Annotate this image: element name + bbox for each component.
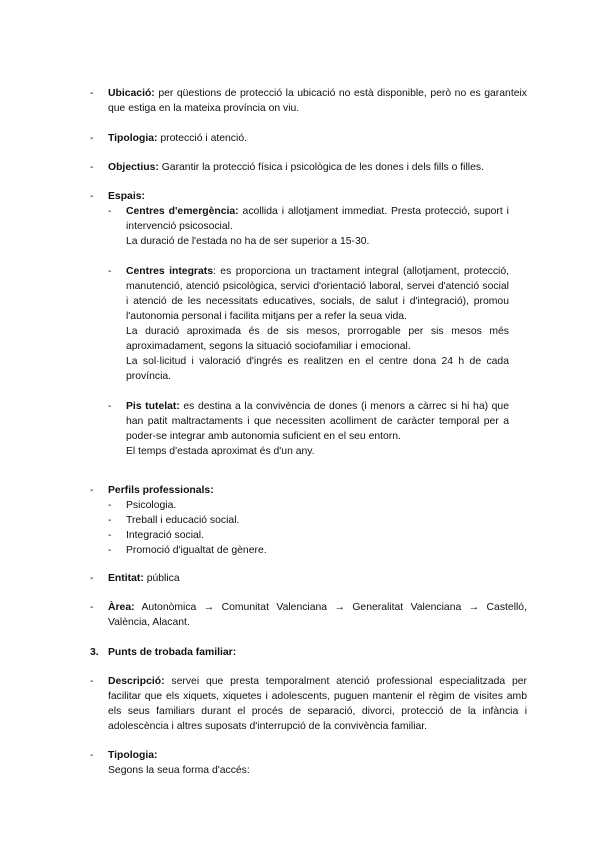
area-label: Àrea:	[108, 602, 135, 613]
tipologia2-entry	[90, 748, 527, 778]
sub-bullet-dash: -	[108, 500, 112, 511]
area-text: Autonòmica → Comunitat Valenciana → Generalitat Valenciana → Castelló, València, Alacant.	[108, 602, 527, 628]
tutelat-temps: El temps d'estada aproximat és d'un any.	[126, 446, 315, 457]
emergencia-label: Centres d'emergència:	[126, 206, 239, 217]
bullet-dash: -	[90, 191, 94, 202]
integrats-duracio: La duració aproximada és de sis mesos, prorrogable per sis mesos més aproximadament, segons la situació sociofamiliar i emocional.	[126, 326, 509, 352]
perfils-label: Perfils professionals:	[108, 485, 214, 496]
integrats-sollicitud: La sol·licitud i valoració d'ingrés es realitzen en el centre dona 24 h de cada província.	[126, 356, 509, 382]
bullet-dash: -	[90, 485, 94, 496]
bullet-dash: -	[90, 676, 94, 687]
sub-bullet-dash: -	[108, 401, 112, 412]
perfil-item	[108, 513, 527, 528]
section-title: Punts de trobada familiar:	[108, 647, 237, 658]
perfil-item-text: Promoció d'igualtat de gènere.	[126, 545, 267, 556]
integrats-subitem	[108, 264, 509, 384]
tipologia2-text: Segons la seua forma d'accés:	[108, 765, 250, 776]
emergencia-duracio: La duració de l'estada no ha de ser superior a 15-30.	[126, 236, 370, 247]
integrats-text: : es proporciona un tractament integral (allotjament, protecció, manutenció, atenció psicològica, servici d'orientació laboral, servei d'atenció social i atenció de les necessitats educatives, socials, de salut i d'integració), promou l'autonomia personal i facilita mitjans per a refer la seua vida.	[126, 266, 510, 322]
integrats-label: Centres integrats	[126, 266, 213, 277]
sub-bullet-dash: -	[108, 266, 112, 277]
ubicacio-text: per qüestions de protecció la ubicació no està disponible, però no es garanteix que estiga en la mateixa província on viu.	[108, 88, 527, 114]
bullet-dash: -	[90, 133, 94, 144]
emergencia-subitem	[108, 204, 509, 249]
sub-bullet-dash: -	[108, 515, 112, 526]
perfil-item	[108, 528, 527, 543]
descripcio-entry	[90, 674, 527, 734]
entitat-label: Entitat:	[108, 573, 144, 584]
tipologia-entry	[90, 131, 527, 146]
ubicacio-label: Ubicació:	[108, 88, 155, 99]
sub-bullet-dash: -	[108, 206, 112, 217]
bullet-dash: -	[90, 573, 94, 584]
perfil-item-text: Integració social.	[126, 530, 204, 541]
section-heading	[90, 645, 527, 660]
sub-bullet-dash: -	[108, 545, 112, 556]
objectius-label: Objectius:	[108, 162, 159, 173]
descripcio-text: servei que presta temporalment atenció professional especialitzada per facilitar que els xiquets, xiquetes i adolescents, puguen mantenir el règim de visites amb els seus familiars durant el procés de separació, divorci, protecció de la infància i adolescència i altres suposats d'interrupció de la convivència familiar.	[108, 676, 527, 732]
emergencia-text: acollida i allotjament immediat. Presta protecció, suport i intervenció psicosocial.	[126, 206, 509, 232]
espais-entry	[90, 189, 527, 459]
tipologia-label: Tipologia:	[108, 133, 158, 144]
perfil-item	[108, 543, 527, 558]
entitat-text: pública	[146, 573, 180, 584]
section-number: 3.	[90, 647, 99, 658]
ubicacio-entry	[90, 86, 527, 116]
bullet-dash: -	[90, 602, 94, 613]
tutelat-label: Pis tutelat:	[126, 401, 180, 412]
tutelat-subitem	[108, 399, 509, 459]
perfil-item	[108, 498, 527, 513]
bullet-dash: -	[90, 750, 94, 761]
perfil-item-text: Psicologia.	[126, 500, 177, 511]
tutelat-text: es destina a la convivència de dones (i menors a càrrec si hi ha) que han patit maltractaments i que necessiten acolliment de caràcter temporal per a poder-se integrar amb autonomia suficient en el seu entorn.	[126, 401, 509, 442]
sub-bullet-dash: -	[108, 530, 112, 541]
descripcio-label: Descripció:	[108, 676, 165, 687]
perfils-entry	[90, 483, 527, 558]
area-entry	[90, 600, 527, 630]
tipologia-text: protecció i atenció.	[160, 133, 247, 144]
bullet-dash: -	[90, 88, 94, 99]
objectius-entry	[90, 160, 527, 175]
tipologia2-label: Tipologia:	[108, 750, 158, 761]
entitat-entry	[90, 571, 527, 586]
bullet-dash: -	[90, 162, 94, 173]
espais-label: Espais:	[108, 191, 145, 202]
objectius-text: Garantir la protecció física i psicològica de les dones i dels fills o filles.	[161, 162, 484, 173]
perfil-item-text: Treball i educació social.	[126, 515, 240, 526]
